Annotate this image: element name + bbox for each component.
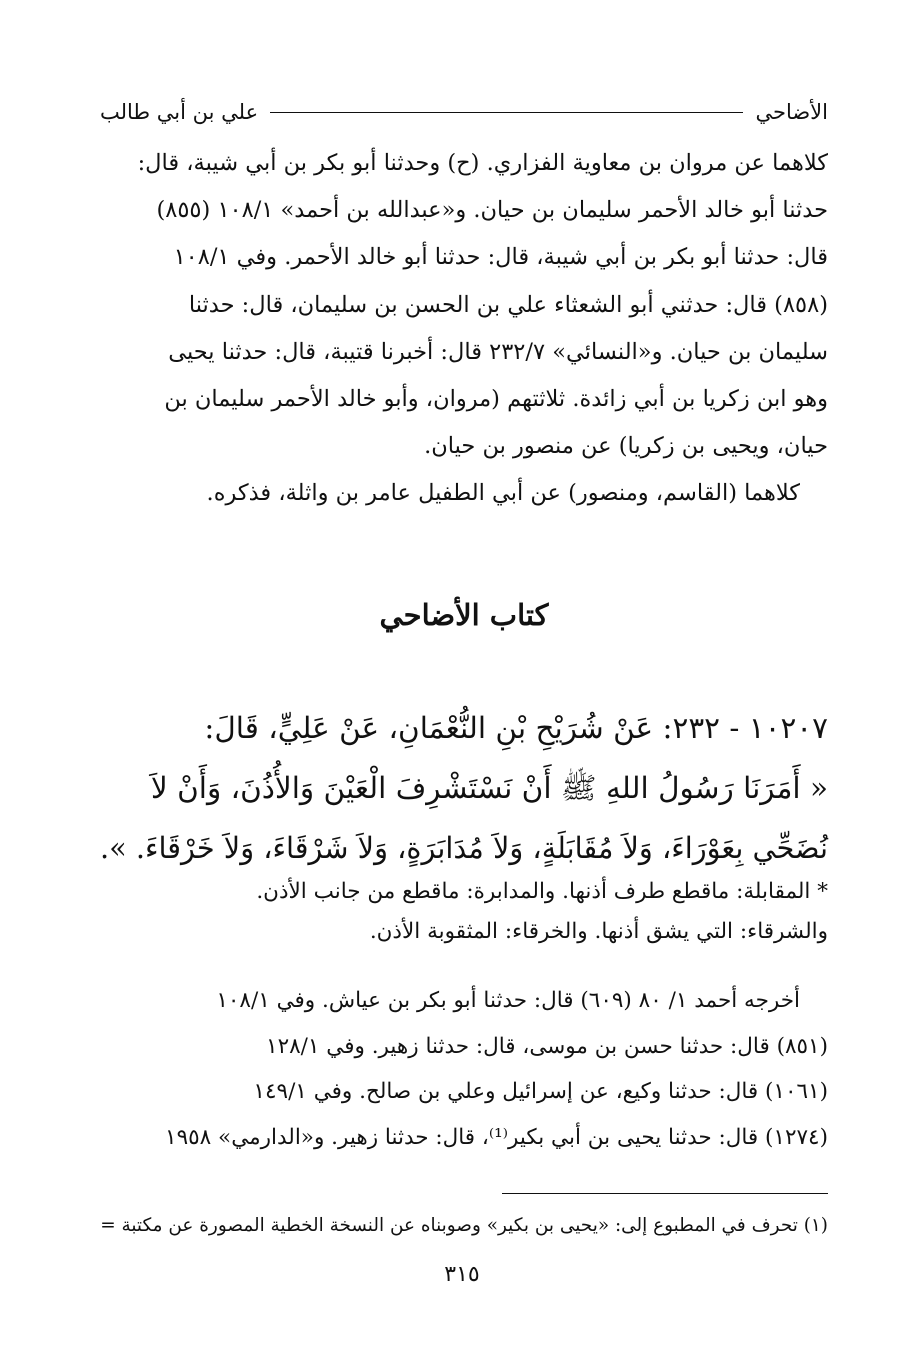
footnote-rule <box>502 1193 828 1194</box>
takhrij-line: (٨٥١) قال: حدثنا حسن بن موسى، قال: حدثنا زهير. وفي ١٢٨/١ <box>266 1033 828 1059</box>
hadith-line: « أَمَرَنَا رَسُولُ اللهِ ﷺ أَنْ نَسْتَشْرِفَ الْعَيْنَ وَالأُذُنَ، وَأَنْ لاَ <box>150 771 828 805</box>
footnote-line: (١) تحرف في المطبوع إلى: «يحيى بن بكير» وصوبناه عن النسخة الخطية المصورة عن مكتبة = <box>100 1215 828 1236</box>
text-line: (٨٥٨) قال: حدثني أبو الشعثاء علي بن الحسن بن سليمان، قال: حدثنا <box>188 291 828 318</box>
chapter-title: كتاب الأضاحي <box>379 598 549 632</box>
text-line: قال: حدثنا أبو بكر بن أبي شيبة، قال: حدثنا أبو خالد الأحمر. وفي ١٠٨/١ <box>173 244 828 271</box>
takhrij-paragraph <box>100 978 828 1160</box>
text-line: حدثنا أبو خالد الأحمر سليمان بن حيان. و«عبدالله بن أحمد» ١٠٨/١ (٨٥٥) <box>156 197 828 224</box>
hadith-line: نُضَحِّي بِعَوْرَاءَ، وَلاَ مُقَابَلَةٍ، وَلاَ مُدَابَرَةٍ، وَلاَ شَرْقَاءَ، وَلاَ خَرْقَاءَ. ». <box>99 831 829 865</box>
header-rule <box>270 112 743 113</box>
gloss-line: * المقابلة: ماقطع طرف أذنها. والمدابرة: ماقطع من جانب الأذن. <box>256 879 828 904</box>
gloss-line: والشرقاء: التي يشق أذنها. والخرقاء: المثقوبة الأذن. <box>369 919 828 944</box>
text-line: وهو ابن زكريا بن أبي زائدة. ثلاثتهم (مروان، وأبو خالد الأحمر سليمان بن <box>164 386 828 413</box>
text-line: كلاهما عن مروان بن معاوية الفزاري. (ح) وحدثنا أبو بكر بن أبي شيبة، قال: <box>137 150 828 176</box>
header-book-title: الأضاحي <box>755 100 828 124</box>
takhrij-line: أخرجه أحمد ١/ ٨٠ (٦٠٩) قال: حدثنا أبو بكر بن عياش. وفي ١٠٨/١ <box>216 988 800 1013</box>
takhrij-line: (١٠٦١) قال: حدثنا وكيع، عن إسرائيل وعلي بن صالح. وفي ١٤٩/١ <box>253 1079 828 1104</box>
footnote <box>100 1210 828 1242</box>
text-line: كلاهما (القاسم، ومنصور) عن أبي الطفيل عامر بن واثلة، فذكره. <box>206 480 800 507</box>
intro-paragraph <box>100 140 828 518</box>
hadith-text <box>100 698 828 878</box>
gloss-paragraph <box>100 872 828 952</box>
header-section-title: علي بن أبي طالب <box>100 100 259 124</box>
running-header <box>100 92 828 132</box>
takhrij-line: (١٢٧٤) قال: حدثنا يحيى بن أبي بكير⁽¹⁾، قال: حدثنا زهير. و«الدارمي» ١٩٥٨ <box>165 1124 828 1150</box>
hadith-line: ١٠٢٠٧ - ٢٣٢: عَنْ شُرَيْحِ بْنِ النُّعْمَانِ، عَنْ عَلِيٍّ، قَالَ: <box>204 711 828 745</box>
text-line: سليمان بن حيان. و«النسائي» ٢٣٢/٧ قال: أخبرنا قتيبة، قال: حدثنا يحيى <box>168 338 828 365</box>
page-number: ٣١٥ <box>444 1262 480 1287</box>
text-line: حيان، ويحيى بن زكريا) عن منصور بن حيان. <box>424 433 828 460</box>
